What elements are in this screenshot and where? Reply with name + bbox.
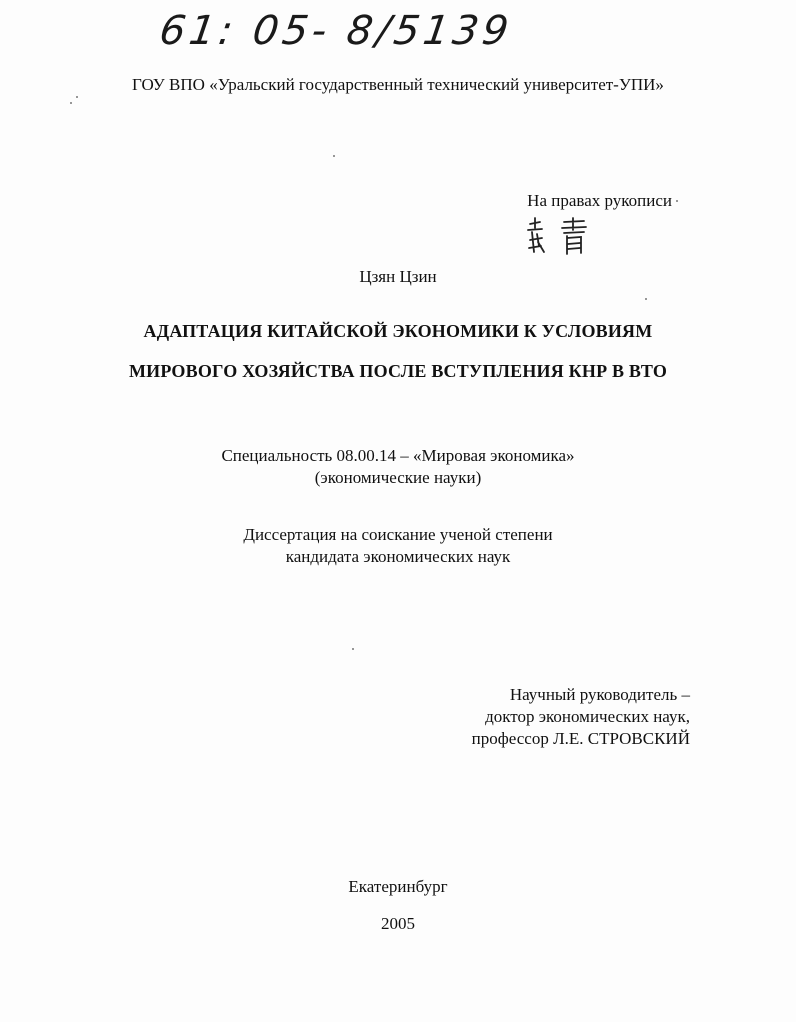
specialty-line-1: Специальность 08.00.14 – «Мировая экономика» — [221, 446, 575, 465]
scan-speck — [333, 155, 335, 157]
author-name: Цзян Цзин — [359, 267, 437, 286]
supervisor-line-2: доктор экономических наук, — [485, 707, 690, 726]
scan-speck — [676, 200, 678, 202]
title-line-2: МИРОВОГО ХОЗЯЙСТВА ПОСЛЕ ВСТУПЛЕНИЯ КНР В ВТО — [128, 361, 668, 381]
specialty-line-2: (экономические науки) — [314, 468, 482, 487]
supervisor-line-1: Научный руководитель – — [509, 685, 690, 704]
scan-speck — [352, 648, 354, 650]
archive-number-handwritten: 61: 05- 8/5139 — [156, 8, 516, 54]
title-line-1: АДАПТАЦИЯ КИТАЙСКОЙ ЭКОНОМИКИ К УСЛОВИЯМ — [143, 321, 653, 341]
degree-line-1: Диссертация на соискание ученой степени — [243, 525, 553, 544]
year: 2005 — [381, 914, 415, 933]
city: Екатеринбург — [348, 877, 448, 896]
author-signature — [526, 216, 596, 264]
rights-notice: На правах рукописи — [527, 191, 672, 210]
scan-speck — [645, 298, 647, 300]
institution-name: ГОУ ВПО «Уральский государственный технический университет-УПИ» — [132, 75, 664, 94]
supervisor-line-3: профессор Л.Е. СТРОВСКИЙ — [471, 729, 690, 748]
signature-glyphs-icon — [526, 216, 596, 256]
scan-speck — [76, 96, 78, 98]
degree-line-2: кандидата экономических наук — [285, 547, 511, 566]
scan-speck — [70, 102, 72, 104]
